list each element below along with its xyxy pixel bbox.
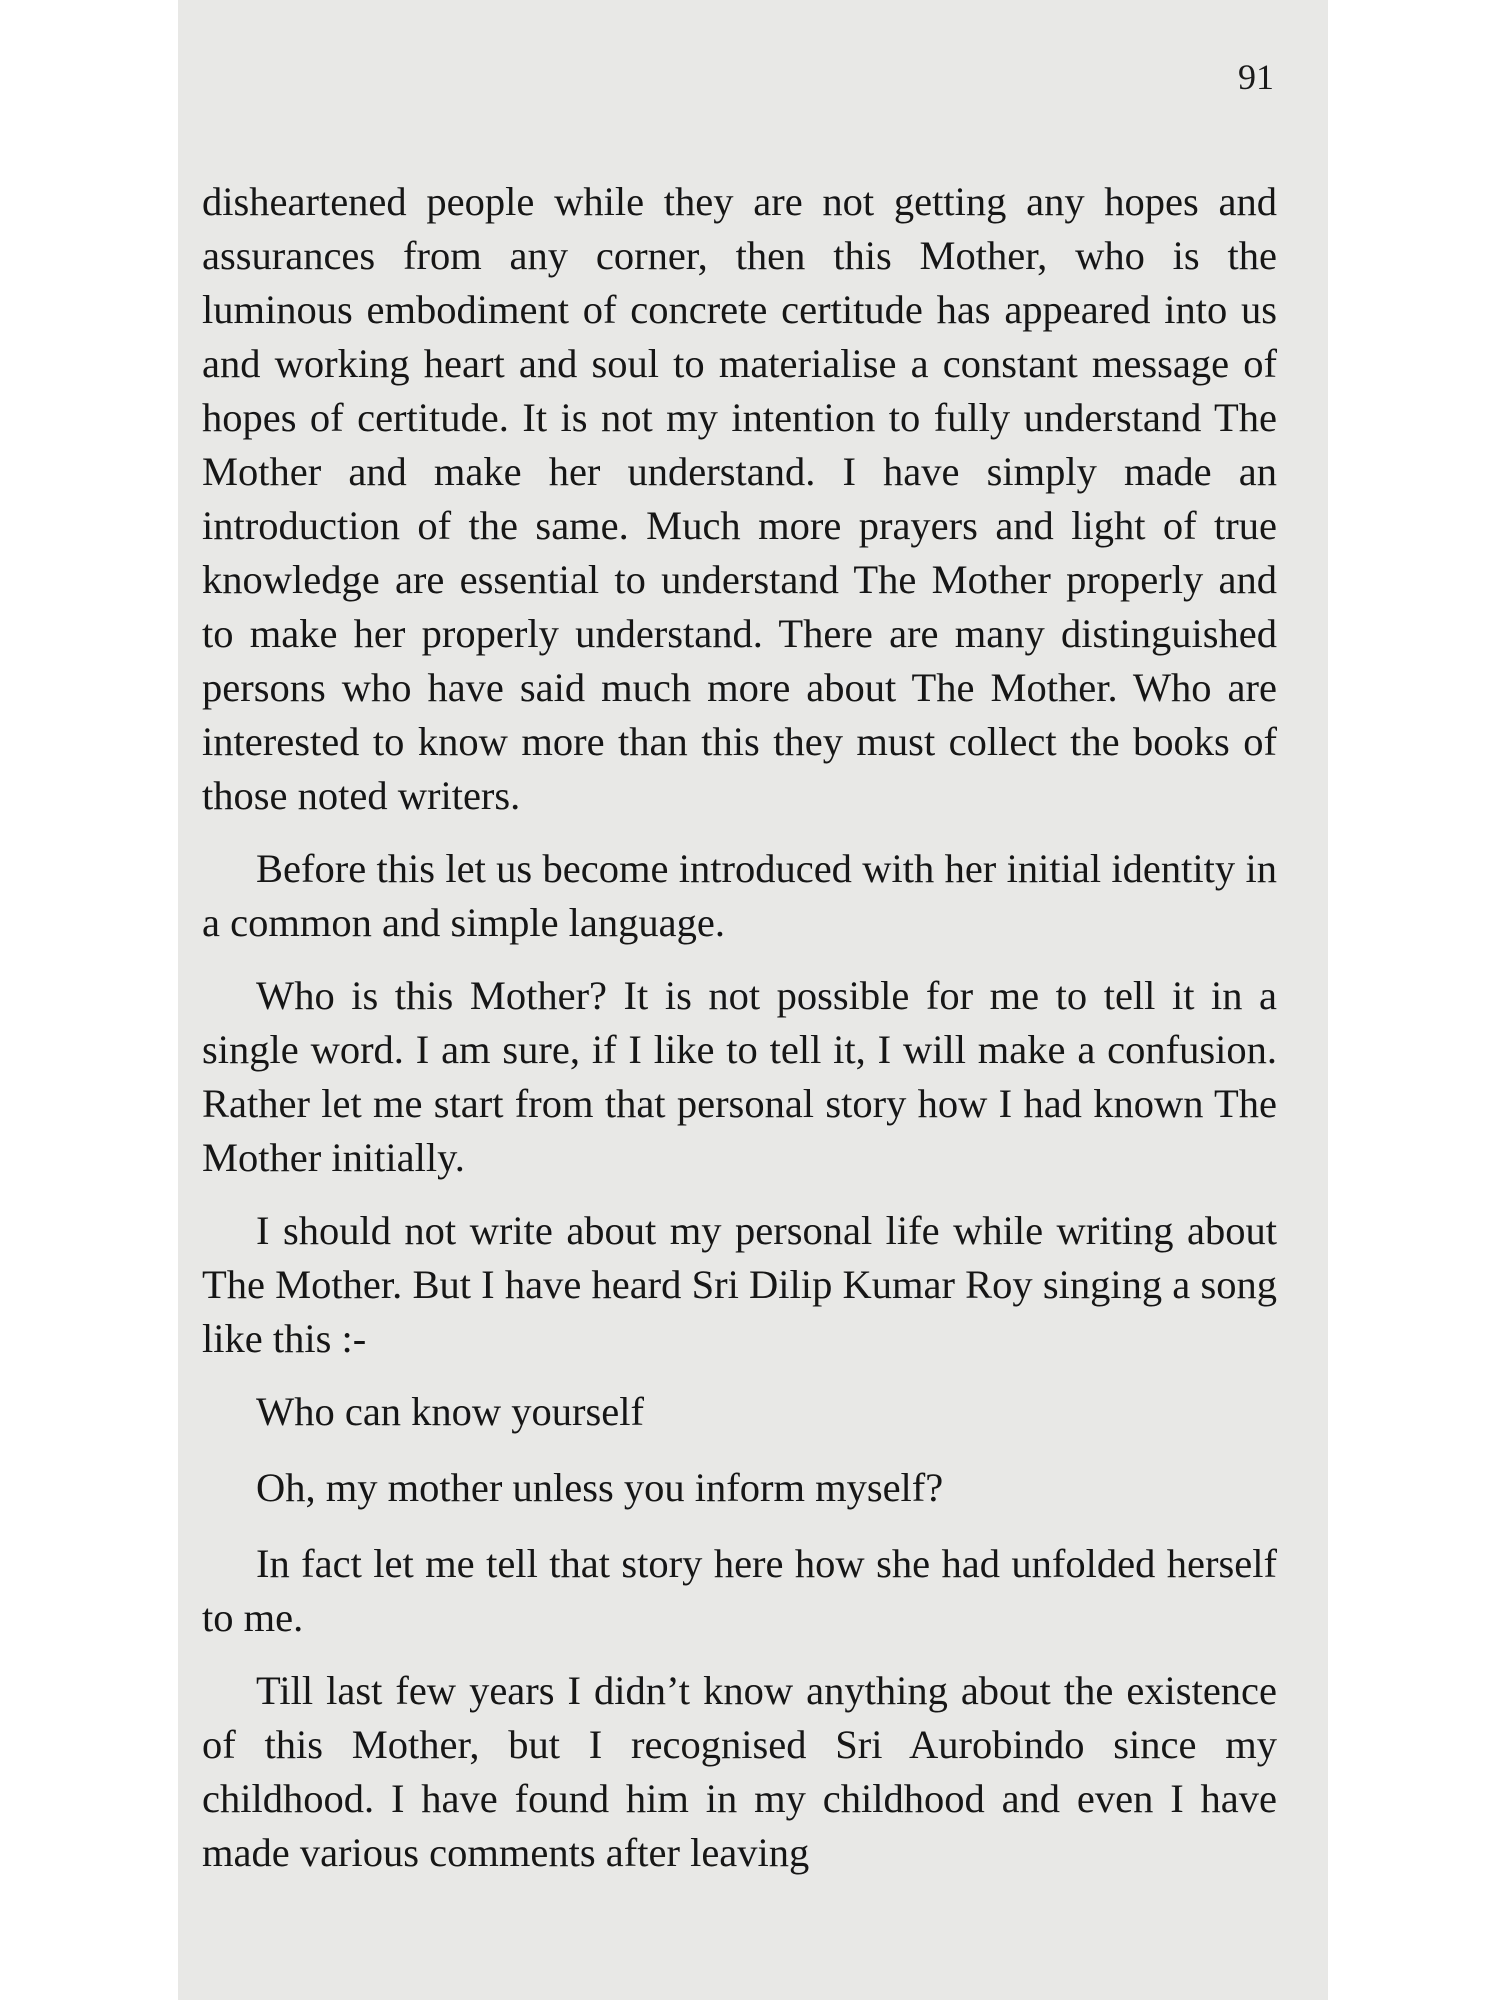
book-page	[178, 0, 1328, 2000]
paragraph: In fact let me tell that story here how she had unfolded herself to me.	[202, 1541, 1277, 1640]
verse-line: Who can know yourself	[256, 1389, 645, 1434]
body-text	[202, 175, 1277, 1899]
verse-line: Oh, my mother unless you inform myself?	[256, 1465, 944, 1510]
paragraph: Who is this Mother? It is not possible for me to tell it in a single word. I am sure, if I like to tell it, I will make a confusion. Rather let me start from that personal story how I had known The Mother initially.	[202, 973, 1277, 1180]
paragraph: I should not write about my personal life while writing about The Mother. But I have heard Sri Dilip Kumar Roy singing a song like this :-	[202, 1208, 1277, 1361]
paragraph: Till last few years I didn’t know anything about the existence of this Mother, but I recognised Sri Aurobindo since my childhood. I have found him in my childhood and even I have made various comments after leaving	[202, 1668, 1277, 1875]
paragraph: disheartened people while they are not getting any hopes and assurances from any corner, then this Mother, who is the luminous embodiment of concrete certitude has appeared into us and working heart and soul to materialise a constant message of hopes of certitude. It is not my intention to fully understand The Mother and make her understand. I have simply made an introduction of the same. Much more prayers and light of true knowledge are essential to understand The Mother properly and to make her properly understand. There are many distinguished persons who have said much more about The Mother. Who are interested to know more than this they must collect the books of those noted writers.	[202, 179, 1277, 818]
paragraph: Before this let us become introduced with her initial identity in a common and simple language.	[202, 846, 1277, 945]
page-number: 91	[1238, 57, 1274, 97]
